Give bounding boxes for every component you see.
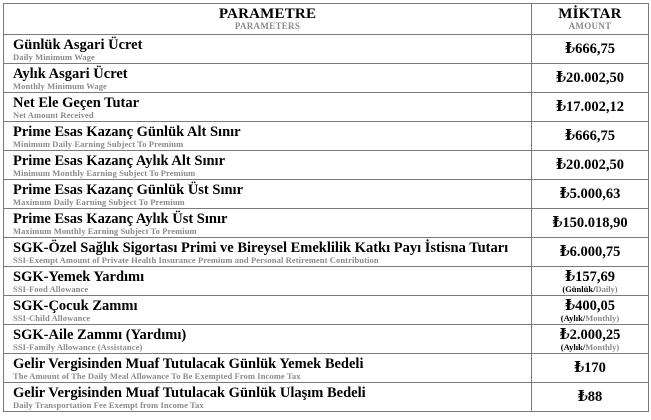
param-label: Aylık Asgari Ücret (13, 66, 128, 82)
table-row (4, 296, 649, 325)
amount-value: ₺400,05 (565, 298, 615, 314)
param-header-title: PARAMETRE (218, 6, 317, 22)
amount-unit-tr: (Aylık/ (560, 342, 586, 352)
param-cell (4, 64, 532, 93)
table-row (4, 209, 649, 238)
amount-value: ₺666,75 (565, 41, 615, 57)
amount-unit-en: Daily) (595, 284, 618, 294)
parameters-table (3, 3, 649, 412)
amount-value: ₺20.002,50 (555, 157, 625, 173)
param-header (4, 4, 532, 35)
amount-header (532, 4, 649, 35)
param-label: Prime Esas Kazanç Günlük Üst Sınır (13, 182, 244, 198)
param-sublabel: Maximum Monthly Earning Subject To Premium (13, 226, 197, 236)
param-cell (4, 354, 532, 383)
amount-cell (532, 325, 649, 354)
param-cell (4, 238, 532, 267)
amount-value: ₺6.000,75 (559, 244, 621, 260)
table-row (4, 180, 649, 209)
table-row (4, 93, 649, 122)
amount-header-title: MİKTAR (558, 6, 622, 22)
table-row (4, 354, 649, 383)
param-sublabel: Daily Minimum Wage (13, 52, 95, 62)
param-sublabel: SSI-Exempt Amount of Private Health Insurance Premium and Personal Retirement Contribution (13, 255, 379, 265)
param-cell (4, 93, 532, 122)
amount-unit-en: Monthly) (585, 342, 620, 352)
amount-unit-en: Monthly) (585, 313, 620, 323)
amount-value: ₺5.000,63 (559, 186, 621, 202)
param-label: SGK-Yemek Yardımı (13, 269, 145, 285)
amount-cell (532, 93, 649, 122)
param-label: Prime Esas Kazanç Aylık Alt Sınır (13, 153, 225, 169)
param-sublabel: SSI-Child Allowance (13, 313, 91, 323)
amount-unit (532, 343, 648, 351)
param-sublabel: SSI-Food Allowance (13, 284, 89, 294)
table-row (4, 122, 649, 151)
param-cell (4, 383, 532, 412)
amount-value: ₺88 (577, 389, 603, 405)
table-row (4, 383, 649, 412)
param-cell (4, 35, 532, 64)
amount-unit-tr: (Aylık/ (560, 313, 586, 323)
param-label: Gelir Vergisinden Muaf Tutulacak Günlük Yemek Bedeli (13, 356, 364, 372)
amount-value: ₺150.018,90 (552, 215, 628, 231)
amount-cell (532, 64, 649, 93)
amount-cell (532, 122, 649, 151)
header-row (4, 4, 649, 35)
param-cell (4, 296, 532, 325)
amount-header-subtitle: AMOUNT (568, 21, 612, 31)
param-cell (4, 325, 532, 354)
amount-value: ₺20.002,50 (555, 70, 625, 86)
param-sublabel: Minimum Daily Earning Subject To Premium (13, 139, 184, 149)
amount-cell (532, 35, 649, 64)
param-sublabel: Maximum Daily Earning Subject To Premium (13, 197, 185, 207)
amount-value: ₺157,69 (565, 269, 615, 285)
param-label: Net Ele Geçen Tutar (13, 95, 140, 111)
amount-cell (532, 151, 649, 180)
param-label: Günlük Asgari Ücret (13, 37, 143, 53)
param-sublabel: Net Amount Received (13, 110, 94, 120)
param-label: SGK-Çocuk Zammı (13, 298, 138, 314)
amount-cell (532, 383, 649, 412)
amount-value: ₺666,75 (565, 128, 615, 144)
param-sublabel: Daily Transportation Fee Exempt from Income Tax (13, 400, 204, 410)
amount-unit-tr: (Günlük/ (562, 284, 596, 294)
amount-cell (532, 267, 649, 296)
amount-value: ₺170 (574, 360, 606, 376)
amount-cell (532, 209, 649, 238)
param-label: SGK-Özel Sağlık Sigortası Primi ve Bireysel Emeklilik Katkı Payı İstisna Tutarı (13, 240, 509, 256)
amount-unit (532, 314, 648, 322)
param-label: SGK-Aile Zammı (Yardımı) (13, 327, 187, 343)
table-row (4, 267, 649, 296)
param-sublabel: The Amount of The Daily Meal Allowance To Be Exempted From Income Tax (13, 371, 301, 381)
param-sublabel: SSI-Family Allowance (Assistance) (13, 342, 143, 352)
param-sublabel: Monthly Minimum Wage (13, 81, 107, 91)
param-cell (4, 151, 532, 180)
param-label: Gelir Vergisinden Muaf Tutulacak Günlük Ulaşım Bedeli (13, 385, 366, 401)
table-row (4, 151, 649, 180)
table-row (4, 64, 649, 93)
param-label: Prime Esas Kazanç Günlük Alt Sınır (13, 124, 241, 140)
amount-value: ₺2.000,25 (559, 327, 621, 343)
table-row (4, 238, 649, 267)
param-header-subtitle: PARAMETERS (234, 21, 301, 31)
table-row (4, 35, 649, 64)
amount-cell (532, 180, 649, 209)
table-row (4, 325, 649, 354)
param-cell (4, 267, 532, 296)
amount-value: ₺17.002,12 (555, 99, 625, 115)
param-label: Prime Esas Kazanç Aylık Üst Sınır (13, 211, 228, 227)
amount-cell (532, 296, 649, 325)
amount-unit (532, 285, 648, 293)
amount-cell (532, 354, 649, 383)
param-cell (4, 122, 532, 151)
param-cell (4, 209, 532, 238)
param-cell (4, 180, 532, 209)
param-sublabel: Minimum Monthly Earning Subject To Premium (13, 168, 196, 178)
amount-cell (532, 238, 649, 267)
